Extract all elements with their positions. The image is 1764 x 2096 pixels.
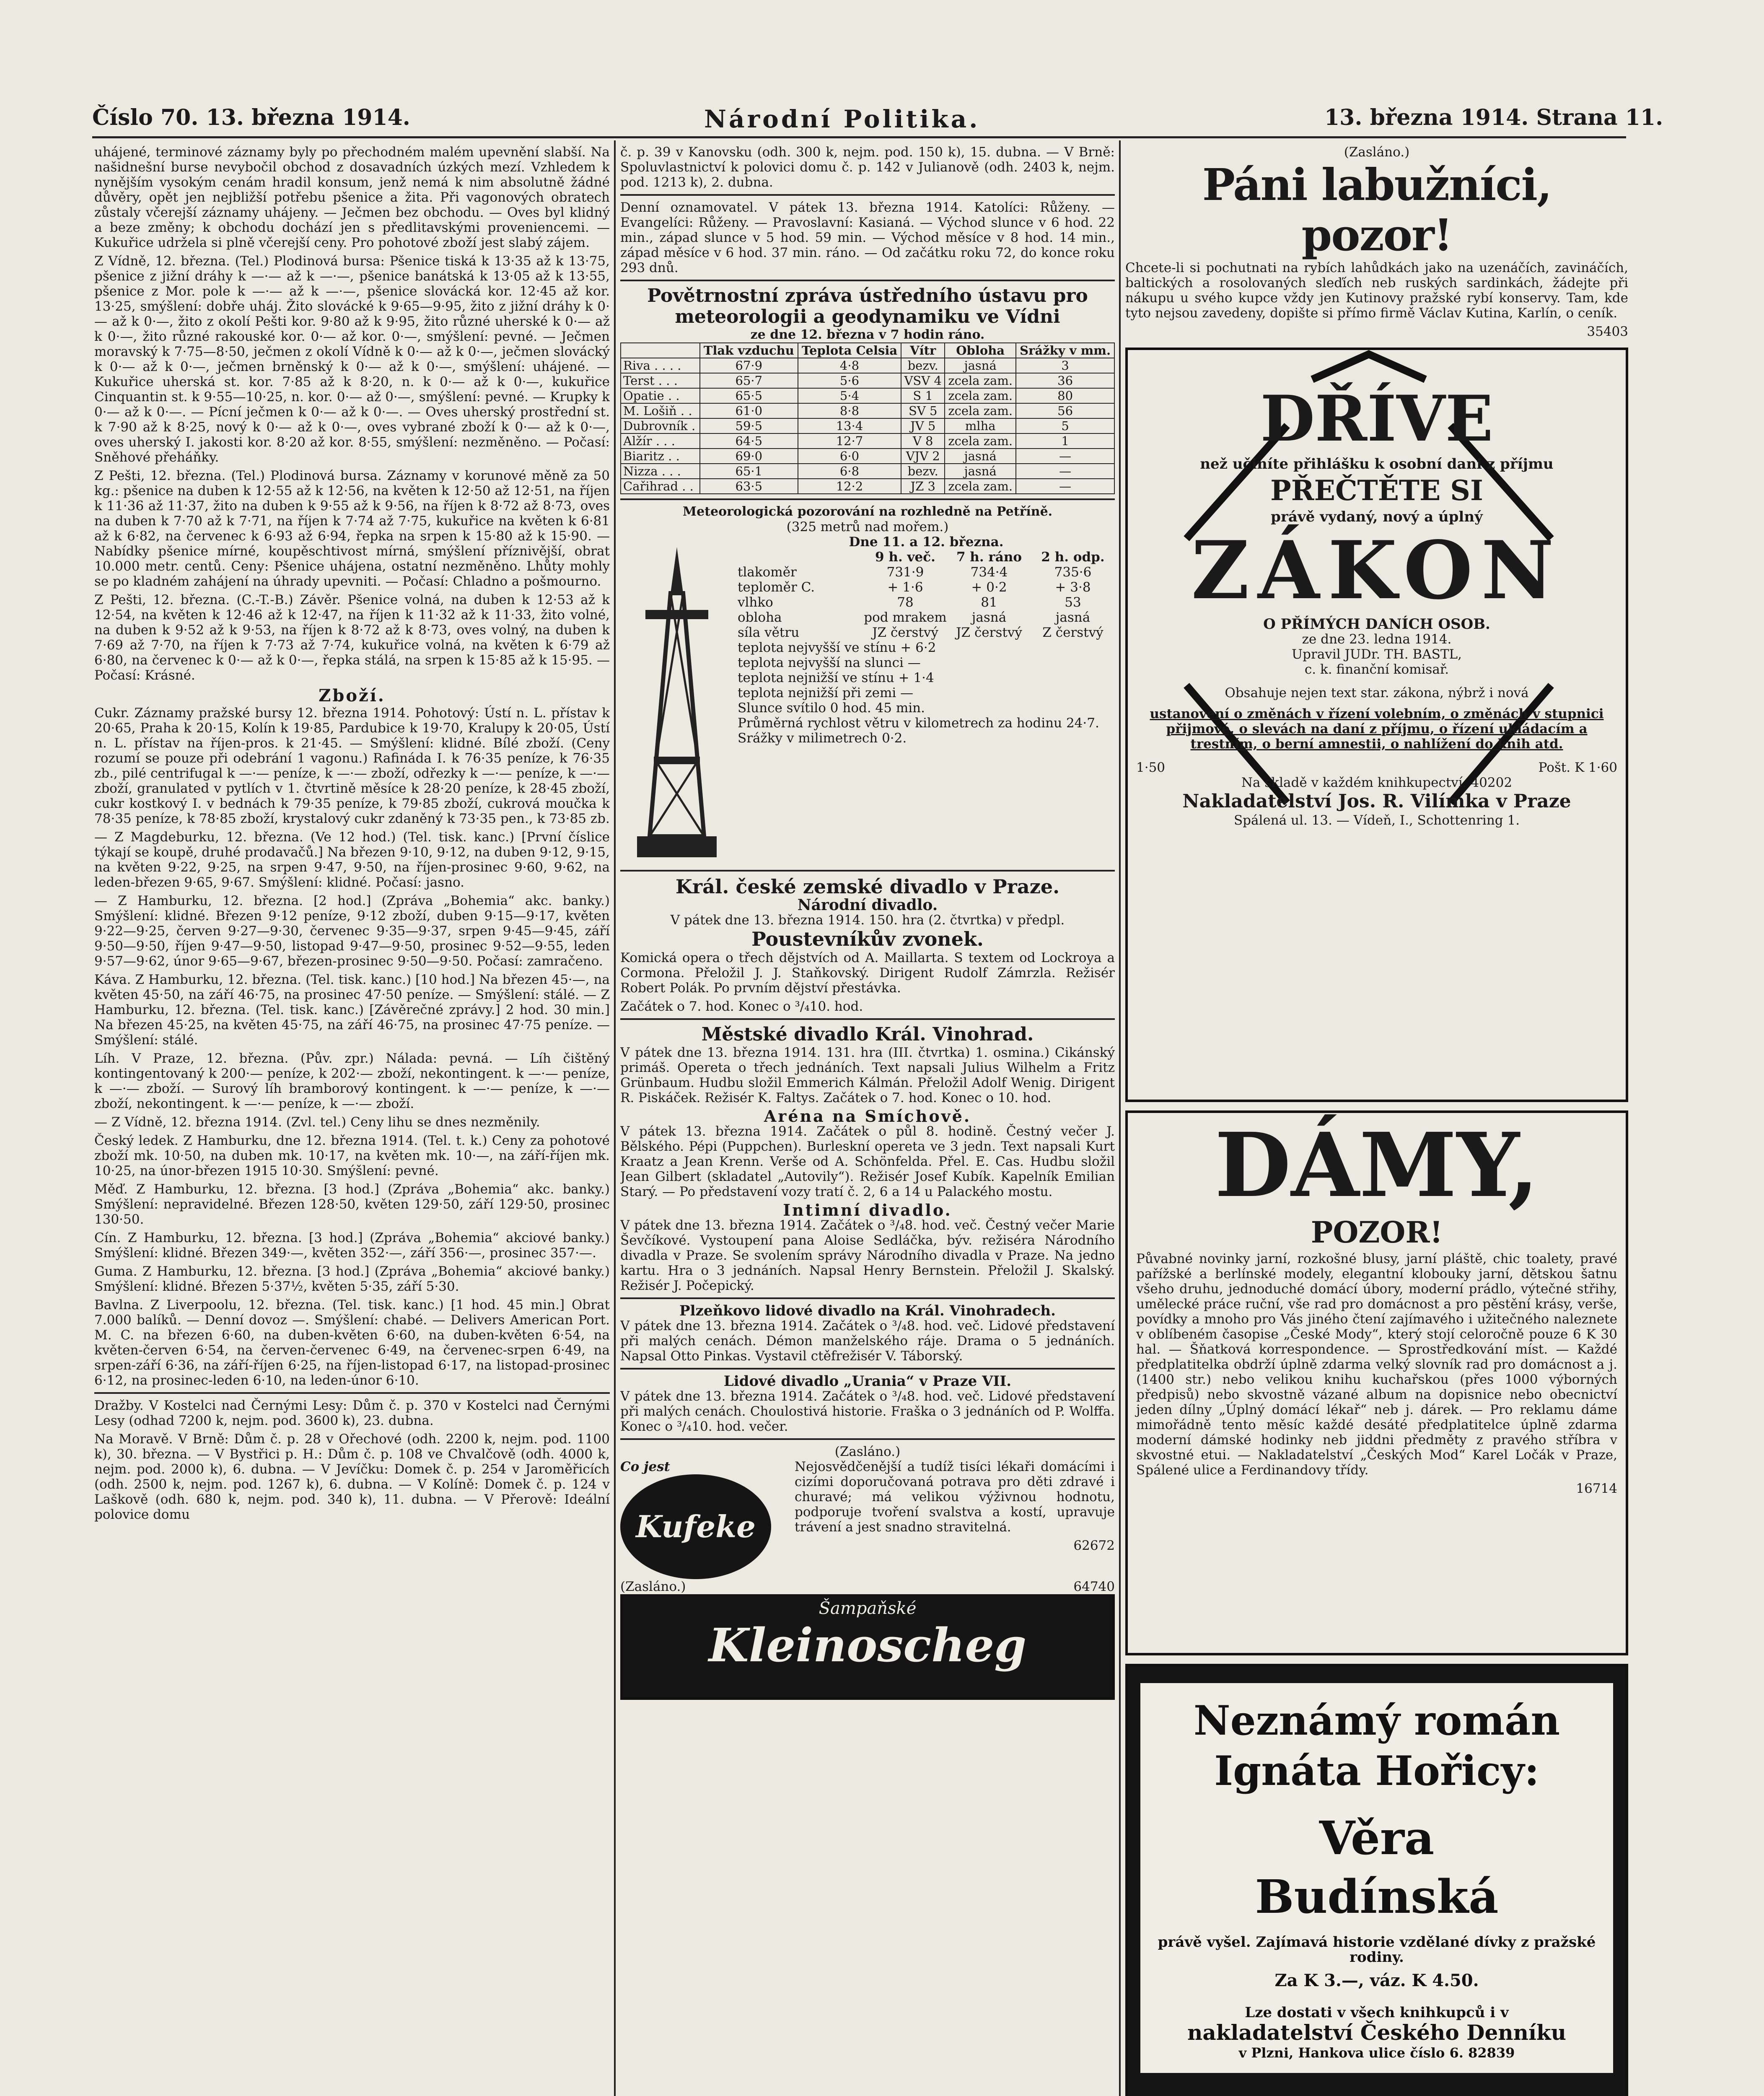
weather-cell: 64·5 (700, 433, 798, 449)
coffee-report: Káva. Z Hamburku, 12. března. (Tel. tisk. kanc.) [10 hod.] Na březen 45·—, na květen 45·50, na září 46·75, na prosinec 47·50 peníze. — Smýšlení: stálé. — Z Hamburku, 12. března. (Tel. tisk. kanc.) [Závěrečné zprávy.] 2 hod. 30 min.] Na březen 45·25, na květen 45·75, na září 46·75, na prosinec 47·75 peníze. — Smýšlení: stálé. (94, 972, 610, 1048)
novel-ad-line2: Ignáta Hořicy: (1214, 1747, 1539, 1795)
weather-cell: S 1 (901, 388, 945, 403)
damy-pozor: POZOR! (1311, 1215, 1443, 1250)
petrin-label: vlhko (738, 595, 773, 610)
weather-cell: JV 5 (901, 418, 945, 433)
weather-row (621, 358, 1114, 373)
weather-cell: VSV 4 (901, 373, 945, 388)
petrin-label: obloha (738, 610, 782, 625)
weather-cell: — (1016, 449, 1114, 464)
daily-notice: Denní oznamovatel. V pátek 13. března 1914. Katolíci: Růženy. — Evangelíci: Růženy. — Pravoslavní: Kasianá. — Východ slunce v 6 hod. 22 min., západ slunce v 5 hod. 59 min. — Východ měsíce v 8 hod. 14 min., západ měsíce v 6 hod. 37 min. ráno. — Od začátku roku 72, do konce roku 293 dnů. (620, 200, 1115, 275)
column-3 (1125, 145, 1628, 2096)
petrin-header-row (738, 550, 1115, 565)
divider (620, 1368, 1115, 1370)
petrin-note: Srážky v milimetrech 0·2. (738, 731, 907, 746)
damy-text: Půvabné novinky jarní, rozkošné blusy, jarní pláště, chic toalety, pravé pařížské a berlínské modely, elegantní klobouky jarní, dětskou šatnu všeho druhu, jednoduché domácí úbory, moderní prádlo, výtečné střihy, umělecké práce ruční, vše rad pro domácnost a pro pěstění krásy, verše, povídky a mnoho pro Vás jiného čtení zajímavého i užitečného naleznete v oblíbeném časopise „České Mody“, který stojí celoročně pouze 6 K 30 hal. — Šňatková korrespondence. — Sprostředkování míst. — Každé předplatitelka obdrží úplně zdarma velký slovník rad pro domácnost a j. (1400 str.) nebo velikou knihu kuchařskou (přes 1000 výborných předpisů) nebo skvostně vázané album na dopisnice nebo obecnictví jeden dílny „Úplný domácí lékař“ neb j. dárek. — Pro reklamu dáme mimořádně tento měsíc každé desáté předplatitelce úplně zdarma moderní dámské hodinky neb jiddni předměty z pravého stříbra v skvostné etui. — Nakladatelství „Českých Mod“ Karel Ločák v Praze, Spálené ulice a Ferdinandovy třídy. (1136, 1251, 1617, 1478)
petrin-label: síla větru (738, 625, 800, 640)
petrin-cell: JZ čerstvý (872, 625, 938, 640)
auctions-report: Dražby. V Kostelci nad Černými Lesy: Dům č. p. 370 v Kostelci nad Černými Lesy (odhad 7200 k, nejm. pod. 3600 k), 23. dubna. (94, 1398, 610, 1428)
petrin-subtitle: (325 metrů nad mořem.) (786, 519, 949, 534)
petrin-cell: 78 (897, 595, 914, 610)
weather-cell: 67·9 (700, 358, 798, 373)
weather-table (620, 342, 1115, 494)
petrin-note: teplota nejnižší ve stínu + 1·4 (738, 670, 934, 685)
column-1 (94, 145, 610, 2096)
goods-heading: Zboží. (319, 686, 386, 706)
tax-ad-price-right: Pošt. K 1·60 (1538, 760, 1617, 775)
divider (620, 498, 1115, 500)
weather-row (621, 433, 1114, 449)
kufeke-logo-block (620, 1459, 788, 1579)
smichov-title: Aréna na Smíchově. (764, 1107, 971, 1126)
kufeke-question: Co jest (620, 1459, 670, 1474)
weather-cell: mlha (945, 418, 1016, 433)
novel-ad-line7: Lze dostati v všech knihkupců i v (1245, 2004, 1509, 2021)
weather-cell: V 8 (901, 433, 945, 449)
weather-station: Opatie . . (621, 388, 700, 403)
petrin-row (738, 565, 1115, 580)
weather-row (621, 418, 1114, 433)
tax-ad-line4: ze dne 23. ledna 1914. (1302, 632, 1452, 647)
intimni-title: Intimní divadlo. (783, 1201, 952, 1219)
petrin-cell: jasná (1055, 610, 1091, 625)
weather-cell: — (1016, 464, 1114, 479)
weather-cell: JZ 3 (901, 479, 945, 494)
weather-cell: 4·8 (798, 358, 901, 373)
issue-number: Číslo 70. 13. března 1914. (92, 105, 410, 130)
weather-row (621, 479, 1114, 494)
cotton-report: Bavlna. Z Liverpoolu, 12. března. (Tel. tisk. kanc.) [1 hod. 45 min.] Obrat 7.000 balíků. — Denní dovoz —. Smýšlení: chabé. — Delivers American Port. M. C. na březen 6·60, na duben-květen 6·60, na duben-květen 6·54, na květen-červen 6·54, na červen-červenec 6·49, na červenec-srpen 6·49, na srpen-září 6·36, na září-říjen 6·25, na říjen-listopad 6·17, na listopad-prosinec 6·12, na prosinec-leden 6·10, na leden-únor 6·10. (94, 1297, 610, 1388)
petrin-section (620, 534, 1115, 866)
divider (620, 870, 1115, 872)
kleinoscheg-logo: Kleinoscheg (708, 1618, 1027, 1672)
weather-cell: 65·5 (700, 388, 798, 403)
saltpeter-report: Český ledek. Z Hamburku, dne 12. března 1914. (Tel. t. k.) Ceny za pohotové zboží mk. 10·50, na duben mk. 10·17, na květen mk. 10·—, na září-říjen mk. 10·25, na únor-březen 1915 10·30. Smýšlení: pevné. (94, 1133, 610, 1178)
weather-row (621, 373, 1114, 388)
plzenkovo-description: V pátek dne 13. března 1914. Začátek o ³/₄8. hod. več. Lidové představení při malých cenách. Démon manželského ráje. Drama o 5 jednáních. Napsal Otto Pinkas. Vystavil ctěfrežisér V. Táborský. (620, 1318, 1115, 1364)
weather-header-cell: Srážky v mm. (1016, 343, 1114, 358)
kufeke-text: Nejosvědčenější a tudíž tisíci lékaři domácími i cizími doporučovaná potrava pro děti zdravé i churavé; má velikou výživnou hodnotu, podporuje tvoření svalstva a kostí, upravuje trávení a jest snadno stravitelná. (795, 1459, 1115, 1535)
kutina-text: Chcete-li si pochutnati na rybích lahůdkách jako na uzenáčích, zavináčích, baltických a rosolovaných sleďích neb ruských sardinkách, žádejte při nákupu u svého kupce vždy jen Kutinovy pražské rybí konservy. Tam, kde tyto nejsou zavedeny, dopište si přímo firmě Václav Kutina, Karlín, o ceník. (1125, 260, 1628, 321)
spirit-report: Líh. V Praze, 12. března. (Pův. zpr.) Nálada: pevná. — Líh čištěný kontingentovaný k 200·— peníze, k 202·— zboží, nekontingent. k —·— peníze, k —·— zboží. — Surový líh bramborový kontingent. k —·— peníze, k —·— zboží, nekontingent. k —·— peníze, k —·— zboží. (94, 1051, 610, 1111)
tax-ad-line7: Obsahuje nejen text star. zákona, nýbrž i nová (1225, 685, 1529, 700)
weather-station: Riva . . . . (621, 358, 700, 373)
tax-ad-line5: Upravil JUDr. TH. BASTL, (1292, 647, 1462, 662)
market-report-vienna: Z Vídně, 12. března. (Tel.) Plodinová bursa: Pšenice tiská k 13·35 až k 13·75, pšenice z jižní dráhy k —·— až k —·—, pšenice banátská k 13·05 až k 13·55, pšenice z Mor. pole k —·— až k —·—, pšenice slovácká kor. 12·45 až kor. 13·25, smýšlení: dobře uháj. Žito slovácké k 9·65—9·95, žito z jižní dráhy k 0·— až k 0·—, žito z okolí Pešti kor. 9·80 až k 9·95, žito různé uherské k 0·— až k 0·—, žito různé rakouské kor. 0·— až kor. 0·—, smýšlení: pevné. — Ječmen moravský k 7·75—8·50, ječmen z okolí Vídně k 0·— až k 0·—, ječmen slovácký k 0·— až k 0·—, ječmen brněnský k 0·— až k 0·—, smýšlení: uhájené. — Kukuřice uherská st. kor. 7·85 až k 8·20, n. k 0·— až k 0·—, kukuřice Cinquantin st. k 9·55—10·25, n. kor. 0·— až 0·—, smýšlení: pevné. — Krupky k 0·— až k 0·—. — Pícní ječmen k 0·— až k 0·—. — Oves uherský prostřední st. k 7·90 až k 8·25, nový k 0·— až k 0·—, oves vybrané zboží k 0·— až k 0·—, oves uherský I. jakosti kor. 8·20 až kor. 8·55, smýšlení: nezměněno. — Počasí: Sněhové přeháňky. (94, 254, 610, 465)
weather-header-row (621, 343, 1114, 358)
weather-cell: SV 5 (901, 403, 945, 418)
petrin-date: Dne 11. a 12. března. (849, 534, 1004, 550)
petrin-header-blank (738, 550, 863, 565)
weather-header-cell: Teplota Celsia (798, 343, 901, 358)
kleinoscheg-number: 64740 (1073, 1579, 1115, 1594)
column-2 (620, 145, 1115, 2096)
petrin-label: tlakoměr (738, 565, 797, 580)
weather-station: Biaritz . . (621, 449, 700, 464)
tax-ad-drive: DŘÍVE (1260, 382, 1493, 456)
kufeke-ad (620, 1459, 1115, 1579)
petrin-header-cell: 9 h. več. (875, 550, 935, 565)
tax-ad-zakon: ZÁKON (1191, 524, 1562, 617)
weather-cell: — (1016, 479, 1114, 494)
theatre-description: Komická opera o třech dějstvích od A. Maillarta. S textem od Lockroya a Cormona. Přeložil J. J. Staňkovský. Dirigent Rudolf Zámrzla. Režisér Robert Polák. Po prvním dějství přestávka. (620, 950, 1115, 996)
weather-cell: 3 (1016, 358, 1114, 373)
weather-cell: 56 (1016, 403, 1114, 418)
tin-report: Cín. Z Hamburku, 12. března. [3 hod.] (Zpráva „Bohemia“ akciové banky.) Smýšlení: klidné. Březen 349·—, květen 352·—, září 356·—, prosinec 357·—. (94, 1230, 610, 1261)
spirit-vienna: — Z Vídně, 12. března 1914. (Zvl. tel.) Ceny lihu se dnes nezměnily. (94, 1115, 540, 1130)
kufeke-text-block (795, 1459, 1115, 1553)
weather-cell: 12·7 (798, 433, 901, 449)
theatre-subtitle: Národní divadlo. (797, 896, 938, 914)
masthead: Národní Politika. (704, 105, 980, 133)
novel-ad (1125, 1664, 1628, 2096)
weather-row (621, 388, 1114, 403)
header-rule (92, 136, 1626, 138)
petrin-cell: 81 (981, 595, 997, 610)
tax-ad-prices (1136, 760, 1617, 775)
smichov-description: V pátek 13. března 1914. Začátek o půl 8. hodině. Čestný večer J. Bělského. Pépi (Puppchen). Burleskní opereta ve 3 jedn. Text napsali Kurt Kraatz a Jean Krenn. Verše od A. Schönfelda. Přel. E. Cas. Hudbu složil Jean Gilbert (skladatel „Autovily“). Režisér Josef Kubík. Kapelník Emilian Starý. — Po představení vozy tratí č. 2, 6 a 14 u Palackého mostu. (620, 1124, 1115, 1199)
theatre-play: Poustevníkův zvonek. (751, 928, 984, 950)
petrin-cell: + 1·6 (887, 580, 923, 595)
hamburg-report: — Z Hamburku, 12. března. [2 hod.] (Zpráva „Bohemia“ akc. banky.) Smýšlení: klidné. Březen 9·12 peníze, 9·12 zboží, duben 9·15—9·17, květen 9·22—9·25, červen 9·27—9·30, červenec 9·35—9·37, srpen 9·45—9·45, září 9·50—9·50, říjen 9·47—9·50, listopad 9·47—9·50, prosinec 9·52—9·55, leden 9·57—9·62, únor 9·65—9·67, březen-prosinec 9·50—9·50. Počasí: zamračeno. (94, 893, 610, 969)
page-date: 13. března 1914. Strana 11. (1324, 105, 1663, 130)
divider (620, 1018, 1115, 1020)
divider (620, 280, 1115, 281)
divider (620, 194, 1115, 196)
tax-ad-line1: než učiníte přihlášku k osobní dani z příjmu (1200, 456, 1554, 472)
theatre-date: V pátek dne 13. března 1914. 150. hra (2. čtvrtka) v předpl. (670, 913, 1065, 928)
weather-station: Dubrovník . (621, 418, 700, 433)
auctions-continued: č. p. 39 v Kanovsku (odh. 300 k, nejm. pod. 150 k), 15. dubna. — V Brně: Spoluvlastnictví k polovici domu č. p. 142 v Julianově (odh. 2403 k, nejm. pod. 1213 k), 2. dubna. (620, 145, 1115, 190)
magdeburg-report: — Z Magdeburku, 12. března. (Ve 12 hod.) (Tel. tisk. kanc.) [První číslice týkají se koupě, druhé prodavačů.] Na březen 9·10, 9·12, na duben 9·12, 9·15, na květen 9·22, 9·25, na srpen 9·47, 9·50, na říjen-prosinec 9·60, 9·62, na leden-březen 9·65, 9·67. Smýšlení: klidné. Počasí: jasno. (94, 830, 610, 890)
petrin-note: Slunce svítilo 0 hod. 45 min. (738, 700, 925, 716)
weather-station: Alžír . . . (621, 433, 700, 449)
petrin-note: Průměrná rychlost větru v kilometrech za hodinu 24·7. (738, 716, 1099, 731)
vinohrady-title: Městské divadlo Král. Vinohrad. (701, 1024, 1034, 1045)
kutina-zaslano: (Zasláno.) (1344, 145, 1410, 160)
weather-cell: zcela zam. (945, 388, 1016, 403)
weather-cell: 13·4 (798, 418, 901, 433)
weather-station: Cařihrad . . (621, 479, 700, 494)
rubber-report: Guma. Z Hamburku, 12. března. [3 hod.] (Zpráva „Bohemia“ akciové banky.) Smýšlení: klidné. Březen 5·37½, květen 5·35, září 5·30. (94, 1264, 610, 1294)
weather-cell: jasná (945, 449, 1016, 464)
market-report-pest-close: Z Pešti, 12. března. (C.-T.-B.) Závěr. Pšenice volná, na duben k 12·53 až k 12·54, na květen k 12·46 až k 12·47, na říjen k 11·32 až k 11·33, žito volné, na duben k 9·52 až k 9·53, na říjen k 8·72 až k 8·73, oves volný, na duben k 7·69 až 7·70, na říjen k 7·73 až 7·74, kukuřice volná, na květen k 6·79 až 6·80, na červenec k 0·— až k 0·—, řepka stálá, na srpen k 15·85 až k 15·95. — Počasí: Krásné. (94, 592, 610, 683)
petrin-cell: 734·4 (970, 565, 1008, 580)
petrin-tower-illustration (620, 543, 733, 861)
weather-cell: 61·0 (700, 403, 798, 418)
novel-ad-line8: nakladatelství Českého Denníku (1187, 2020, 1566, 2045)
theatre-time: Začátek o 7. hod. Konec o ³/₄10. hod. (620, 999, 863, 1014)
tax-ad-line8: ustanovení o změnách v řízení volebním, o změnách v stupnici přijmové, o slevách na daní z příjmu, o řízení ukládacím a trestním, o berní amnestii, o nahlížení do knih atd. (1150, 706, 1604, 752)
tax-ad-stock: Na skladě v každém knihkupectví. 40202 (1241, 775, 1513, 790)
kutina-number: 35403 (1587, 324, 1628, 339)
weather-cell: 36 (1016, 373, 1114, 388)
novel-ad-line1: Neznámý román (1193, 1697, 1560, 1744)
plzenkovo-title: Plzeňkovo lidové divadlo na Král. Vinohradech. (679, 1302, 1056, 1319)
tax-ad-line2: právě vydaný, nový a úplný (1271, 508, 1483, 525)
weather-cell: 65·7 (700, 373, 798, 388)
petrin-header-cell: 7 h. ráno (956, 550, 1022, 565)
vinohrady-description: V pátek dne 13. března 1914. 131. hra (III. čtvrtka) 1. osmina.) Cikánský primáš. Opereta o třech jednáních. Text napsali Julius Wilhelm a Fritz Grünbaum. Hudbu složil Emmerich Kálmán. Přeložil Adolf Wenig. Dirigent R. Piskáček. Režisér K. Faltys. Začátek o 7. hod. Konec o 10. hod. (620, 1045, 1115, 1105)
petrin-title: Meteorologická pozorování na rozhledně na Petříně. (682, 504, 1053, 519)
petrin-data (738, 534, 1115, 746)
weather-row (621, 449, 1114, 464)
weather-station: Terst . . . (621, 373, 700, 388)
petrin-row (738, 625, 1115, 640)
novel-ad-price: Za K 3.—, váz. K 4.50. (1274, 1971, 1479, 1990)
auctions-moravia: Na Moravě. V Brně: Dům č. p. 28 v Ořechové (odh. 2200 k, nejm. pod. 1100 k), 30. března. — V Bystřici p. H.: Dům č. p. 108 ve Chvalčově (odh. 4000 k, nejm. pod. 2000 k), 6. dubna. — V Jevíčku: Domek č. p. 254 v Jaroměřicích (odh. 2500 k, nejm. pod. 1267 k), 6. dubna. — V Kolíně: Domek č. p. 124 v Laškově (odh. 680 k, nejm. pod. 340 k), 11. dubna. — V Přerově: Ideální polovice domu (94, 1432, 610, 1522)
petrin-cell: Z čerstvý (1042, 625, 1103, 640)
weather-cell: bezv. (901, 464, 945, 479)
damy-headline: DÁMY, (1215, 1113, 1539, 1217)
weather-subtitle: ze dne 12. března v 7 hodin ráno. (750, 327, 985, 342)
intimni-description: V pátek dne 13. března 1914. Začátek o ³/₄8. hod. več. Čestný večer Marie Ševčíkové. Vystoupení pana Aloise Sedláčka, býv. režiséra Národního divadla v Praze. Se svolením správy Národního divadla v Praze. Na jedno kartu. Hra o 3 jednáních. Napsal Henry Bernstein. Přeložil J. Skalský. Režisér J. Počepický. (620, 1218, 1115, 1293)
urania-title: Lidové divadlo „Urania“ v Praze VII. (723, 1373, 1012, 1390)
tax-ad-address: Spálená ul. 13. — Vídeň, I., Schottenring 1. (1233, 813, 1520, 828)
petrin-note: teplota nejvyšší ve stínu + 6·2 (738, 640, 936, 655)
petrin-cell: 53 (1065, 595, 1081, 610)
petrin-note: teplota nejnižší při zemi — (738, 685, 914, 700)
petrin-cell: 735·6 (1054, 565, 1092, 580)
kufeke-logo: Kufeke (620, 1474, 771, 1579)
novel-ad-title2: Budínská (1255, 1870, 1499, 1924)
petrin-label: teploměr C. (738, 580, 815, 595)
petrin-header-cell: 2 h. odp. (1041, 550, 1105, 565)
tax-law-ad (1125, 348, 1628, 1102)
divider (94, 1392, 610, 1394)
sugar-report: Cukr. Záznamy pražské bursy 12. března 1914. Pohotový: Ústí n. L. přístav k 20·65, Praha k 20·15, Kolín k 19·85, Pardubice k 19·70, Kralupy k 20·05, Ústí n. L. přístav na říjen-pros. k 21·45. — Smýšlení: klidné. Bílé zboží. (Ceny rozumí se pouze při odebrání 1 vagonu.) Rafináda I. k 76·35 peníze, k 76·35 zb., pilé centrifugal k —·— peníze, k —·— zboží, odřezky k —·— peníze, k —·— zboží, granulated v pytlích v 1. čtvrtině měsíce k 28·20 peníze, k 28·45 zboží, cukr kostkový I. v bednách k 79·35 peníze, k 79·85 zboží, cukrová moučka k 78·35 peníze, k 78·85 zboží, krystalový cukr zdaněný k 73·35 pen., k 73·85 zb. (94, 706, 610, 826)
kufeke-zaslano: (Zasláno.) (834, 1444, 901, 1459)
theatre-title: Král. české zemské divadlo v Praze. (675, 875, 1060, 898)
weather-cell: zcela zam. (945, 373, 1016, 388)
petrin-note: teplota nejvyšší na slunci — (738, 655, 921, 670)
market-report-pest: Z Pešti, 12. března. (Tel.) Plodinová bursa. Záznamy v korunové měně za 50 kg.: pšenice na duben k 12·55 až k 12·56, na květen k 12·50 až 12·51, na říjen k 11·36 až 11·37, žito na duben k 9·55 až k 9·56, na říjen k 8·72 až 8·73, oves na duben k 7·70 až k 7·71, na říjen k 7·74 až 7·75, kukuřice na květen k 6·81 až k 6·82, na červenec k 6·93 až 6·94, řepka na srpen k 15·80 až k 15·90. — Nabídky pšenice mírné, koupěschtivost mírná, smýšlení příznivější, obrat 10.000 metr. centů. Ceny: Pšenice uhájena, ostatní nezměněno. Lhůty mohly se po kladném zahájení na úhrady upevniti. — Počasí: Chladno a pošmourno. (94, 468, 610, 589)
damy-ad (1125, 1110, 1628, 1655)
petrin-cell: pod mrakem (864, 610, 947, 625)
column-rule-1 (614, 140, 616, 2096)
weather-cell: 8·8 (798, 403, 901, 418)
weather-station: M. Lošiň . . (621, 403, 700, 418)
weather-cell: 6·8 (798, 464, 901, 479)
weather-header-cell: Tlak vzduchu (700, 343, 798, 358)
tax-ad-read: PŘEČTĚTE SI (1270, 474, 1483, 507)
kutina-headline: Páni labužníci, pozor! (1202, 159, 1552, 261)
tax-ad-publisher: Nakladatelství Jos. R. Vilímka v Praze (1182, 791, 1571, 812)
weather-cell: 12·2 (798, 479, 901, 494)
weather-header-cell: Obloha (945, 343, 1016, 358)
novel-ad-line5: právě vyšel. Zajímavá historie vzdělané dívky z pražské rodiny. (1158, 1934, 1596, 1966)
petrin-cell: jasná (971, 610, 1007, 625)
weather-row (621, 464, 1114, 479)
petrin-cell: + 0·2 (971, 580, 1007, 595)
divider (620, 1297, 1115, 1299)
kleinoscheg-zaslano: (Zasláno.) (620, 1579, 686, 1594)
weather-cell: 5·4 (798, 388, 901, 403)
weather-row (621, 403, 1114, 418)
petrin-row (738, 610, 1115, 625)
novel-ad-line9: v Plzni, Hankova ulice číslo 6. 82839 (1238, 2045, 1515, 2061)
weather-cell: bezv. (901, 358, 945, 373)
novel-ad-panel (1140, 1683, 1613, 2073)
weather-cell: zcela zam. (945, 403, 1016, 418)
weather-cell: 1 (1016, 433, 1114, 449)
weather-title: Povětrnostní zpráva ústředního ústavu pro meteorologii a geodynamiku ve Vídni (647, 285, 1088, 327)
weather-header-cell (621, 343, 700, 358)
weather-cell: jasná (945, 358, 1016, 373)
petrin-cell: 731·9 (886, 565, 924, 580)
weather-cell: jasná (945, 464, 1016, 479)
urania-description: V pátek dne 13. března 1914. Začátek o ³/₄8. hod. več. Lidové představení při malých cenách. Choulostivá historie. Fraška o 3 jednáních od P. Wolffa. Konec o ³/₄10. hod. večer. (620, 1389, 1115, 1434)
weather-header-cell: Vítr (901, 343, 945, 358)
market-report-1: uhájené, terminové záznamy byly po přechodném malém upevnění slabší. Na našidnešní burse nevybočil obchod z dosavadních úzkých mezí. Vzhledem k nynějším vysokým cenám hradil konsum, jenž nemá k nim absolutně žádné důvěry, opět jen nejbližší potřebu pšenice a žita. Při vagonových obratech zůstaly včerejší záznamy uhájeny. — Ječmen bez obchodu. — Oves byl klidný a beze změny; k obchodu dochází jen s předlitavskými proveniencemi. — Kukuřice udržela si plně včerejší ceny. Pro pohotové zboží jest slabý zájem. (94, 145, 610, 250)
copper-report: Měď. Z Hamburku, 12. března. [3 hod.] (Zpráva „Bohemia“ akc. banky.) Smýšlení: nepravidelné. Březen 128·50, květen 129·50, září 129·50, prosinec 130·50. (94, 1182, 610, 1227)
weather-cell: 63·5 (700, 479, 798, 494)
tax-ad-line6: c. k. finanční komisař. (1304, 662, 1449, 677)
column-rule-2 (1119, 140, 1121, 2096)
damy-number: 16714 (1576, 1481, 1617, 1496)
tax-ad-line3: O PŘÍMÝCH DANÍCH OSOB. (1263, 616, 1490, 633)
tax-ad-price-left: 1·50 (1136, 760, 1166, 775)
weather-cell: 5·6 (798, 373, 901, 388)
weather-cell: 5 (1016, 418, 1114, 433)
weather-cell: 65·1 (700, 464, 798, 479)
novel-ad-title1: Věra (1319, 1811, 1435, 1865)
petrin-row (738, 595, 1115, 610)
petrin-cell: JZ čerstvý (956, 625, 1022, 640)
weather-cell: zcela zam. (945, 479, 1016, 494)
petrin-cell: + 3·8 (1055, 580, 1091, 595)
weather-cell: VJV 2 (901, 449, 945, 464)
weather-station: Nizza . . . (621, 464, 700, 479)
weather-cell: zcela zam. (945, 433, 1016, 449)
weather-cell: 59·5 (700, 418, 798, 433)
weather-cell: 80 (1016, 388, 1114, 403)
petrin-row (738, 580, 1115, 595)
kufeke-number: 62672 (1073, 1538, 1115, 1553)
kleinoscheg-ad (620, 1594, 1115, 1700)
weather-cell: 6·0 (798, 449, 901, 464)
weather-cell: 69·0 (700, 449, 798, 464)
kleinoscheg-header (620, 1579, 1115, 1594)
divider (620, 1438, 1115, 1440)
kleinoscheg-top: Šampaňské (819, 1599, 917, 1618)
